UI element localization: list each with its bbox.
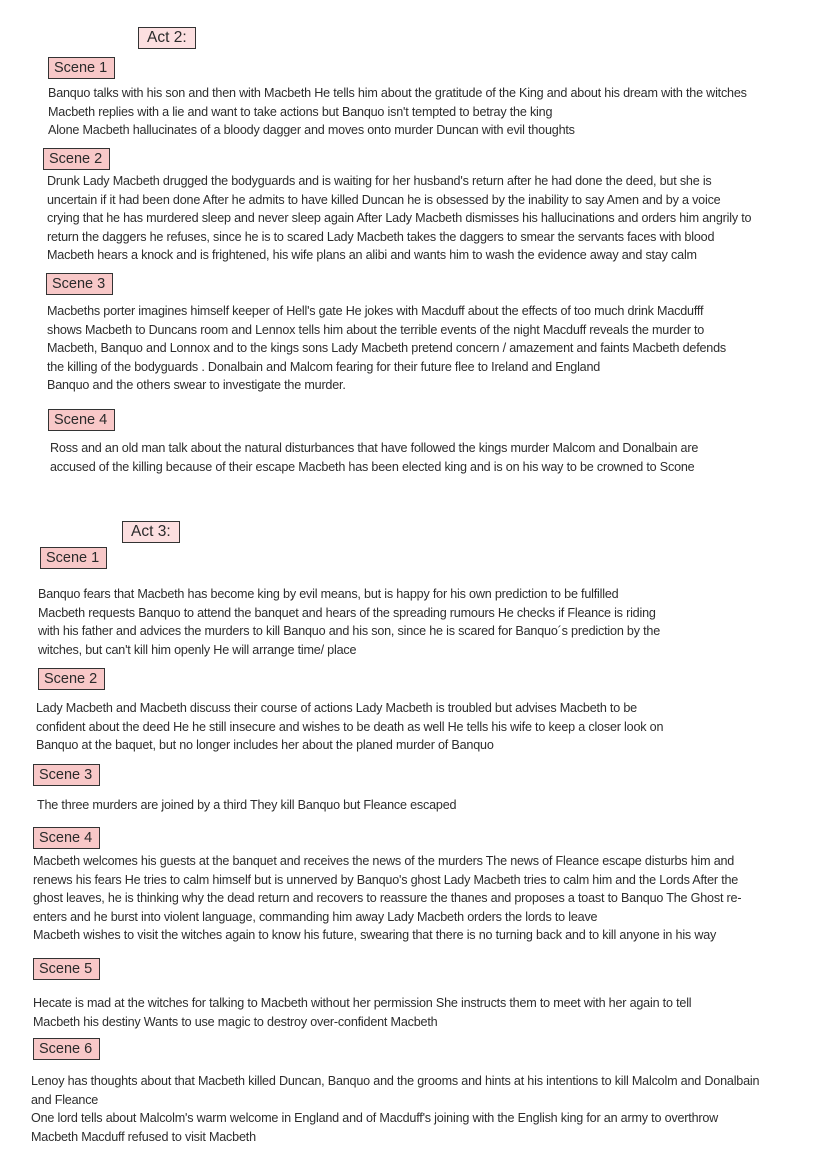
act2-scene-3-label: Scene 3 (46, 273, 113, 295)
act2-scene-1-label: Scene 1 (48, 57, 115, 79)
summary-line: return the daggers he refuses, since he is to scared Lady Macbeth takes the daggers to smear the servants faces with blood (47, 229, 715, 244)
summary-line: The three murders are joined by a third They kill Banquo but Fleance escaped (37, 798, 457, 812)
summary-line: ghost leaves, he is thinking why the dead return and recovers to reassure the thanes and proposes a toast to Banquo The Ghost re- (33, 891, 742, 906)
act3-scene-5-summary (33, 994, 691, 1031)
act3-scene-3-summary (37, 796, 456, 815)
act3-scene-1-label: Scene 1 (40, 547, 107, 569)
summary-line: Lady Macbeth and Macbeth discuss their course of actions Lady Macbeth is troubled but advises Macbeth to be (36, 701, 637, 715)
act2-scene-2-label: Scene 2 (43, 148, 110, 170)
summary-line: and Fleance (31, 1092, 99, 1107)
act3-scene-4-summary (33, 852, 741, 945)
summary-line: Macbeth hears a knock and is frightened, his wife plans an alibi and wants him to wash the evidence away and stay calm (47, 248, 697, 263)
act3-scene-3-label: Scene 3 (33, 764, 100, 786)
act3-scene-1-summary (38, 585, 660, 659)
summary-line: Banquo at the baquet, but no longer includes her about the planed murder of Banquo (36, 738, 494, 753)
summary-line: Ross and an old man talk about the natural disturbances that have followed the kings murder Malcom and Donalbain are (50, 441, 699, 455)
act3-scene-6-label: Scene 6 (33, 1038, 100, 1060)
act3-scene-2-label: Scene 2 (38, 668, 105, 690)
summary-line: enters and he burst into violent language, commanding him away Lady Macbeth orders the lords to leave (33, 909, 598, 924)
summary-line: uncertain if it had been done After he admits to have killed Duncan he is obsessed by the inability to say Amen and by a voice (47, 192, 721, 207)
summary-line: Macbeth welcomes his guests at the banquet and receives the news of the murders The news of Fleance escape disturbs him and (33, 854, 735, 868)
summary-line: Macbeth replies with a lie and want to take actions but Banquo isn't tempted to betray the king (48, 104, 553, 119)
act2-scene-2-summary (47, 172, 751, 265)
summary-line: renews his fears He tries to calm himself but is unnerved by Banquo's ghost Lady Macbeth tries to calm him and the Lords After the (33, 872, 739, 887)
summary-line: Banquo fears that Macbeth has become king by evil means, but is happy for his own prediction to be fulfilled (38, 587, 619, 601)
summary-line: Macbeth wishes to visit the witches again to know his future, swearing that there is no turning back and to kill anyone in his way (33, 928, 717, 943)
summary-line: One lord tells about Malcolm's warm welcome in England and of Macduff's joining with the English king for an army to overthrow (31, 1111, 719, 1126)
summary-line: Hecate is mad at the witches for talking to Macbeth without her permission She instructs them to meet with her again to tell (33, 996, 692, 1010)
summary-line: Macbeth Macduff refused to visit Macbeth (31, 1129, 256, 1144)
act2-scene-4-label: Scene 4 (48, 409, 115, 431)
summary-line: Lenoy has thoughts about that Macbeth killed Duncan, Banquo and the grooms and hints at his intentions to kill Malcolm and Donalbain (31, 1074, 760, 1088)
summary-line: Macbeth his destiny Wants to use magic to destroy over-confident Macbeth (33, 1014, 438, 1029)
act3-scene-6-summary (31, 1072, 759, 1146)
summary-line: with his father and advices the murders to kill Banquo and his son, since he is scared for Banquo´s prediction by the (38, 624, 661, 639)
summary-line: crying that he has murdered sleep and never sleep again After Lady Macbeth dismisses his hallucinations and orders him angrily to (47, 211, 752, 226)
summary-line: shows Macbeth to Duncans room and Lennox tells him about the terrible events of the night Macduff reveals the murder to (47, 322, 705, 337)
act2-scene-1-summary (48, 84, 747, 140)
summary-line: witches, but can't kill him openly He will arrange time/ place (38, 642, 357, 657)
summary-line: Macbeth, Banquo and Lonnox and to the kings sons Lady Macbeth pretend concern / amazement and faints Macbeth defends (47, 341, 727, 356)
act3-scene-2-summary (36, 699, 663, 755)
summary-line: Alone Macbeth hallucinates of a bloody dagger and moves onto murder Duncan with evil thoughts (48, 123, 575, 138)
act2-scene-4-summary (50, 439, 698, 476)
summary-line: the killing of the bodyguards . Donalbain and Malcom fearing for their future flee to Ireland and England (47, 359, 601, 374)
act3-scene-5-label: Scene 5 (33, 958, 100, 980)
summary-line: Banquo and the others swear to investigate the murder. (47, 378, 346, 393)
summary-line: Drunk Lady Macbeth drugged the bodyguards and is waiting for her husband's return after he had done the deed, but she is (47, 174, 712, 188)
summary-line: accused of the killing because of their escape Macbeth has been elected king and is on his way to be crowned to Scone (50, 459, 695, 474)
summary-line: Macbeths porter imagines himself keeper of Hell's gate He jokes with Macduff about the effects of too much drink Macdufff (47, 304, 704, 318)
summary-line: confident about the deed He he still insecure and wishes to be death as well He tells his wife to keep a closer look on (36, 719, 664, 734)
act-2-heading: Act 2: (138, 27, 196, 49)
summary-line: Banquo talks with his son and then with Macbeth He tells him about the gratitude of the King and about his dream with the witches (48, 86, 747, 100)
act2-scene-3-summary (47, 302, 726, 395)
summary-line: Macbeth requests Banquo to attend the banquet and hears of the spreading rumours He checks if Fleance is riding (38, 605, 656, 620)
act3-scene-4-label: Scene 4 (33, 827, 100, 849)
act-3-heading: Act 3: (122, 521, 180, 543)
